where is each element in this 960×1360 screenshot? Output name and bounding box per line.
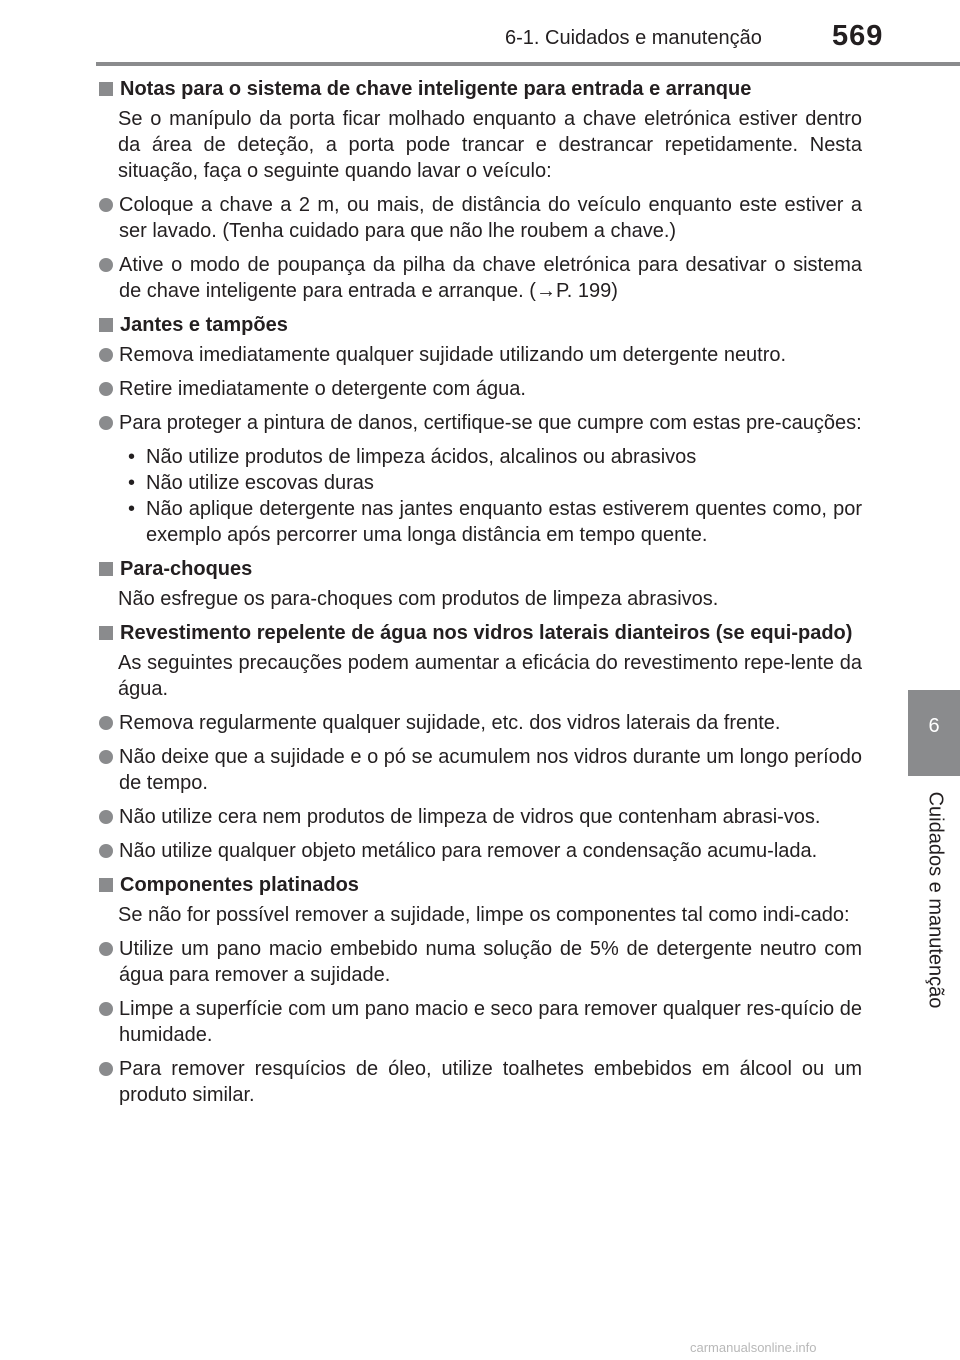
list-item: Para proteger a pintura de danos, certifique-se que cumpre com estas pre-cauções: [96, 410, 862, 436]
round-bullet-icon [99, 750, 113, 764]
header-divider [96, 62, 960, 66]
square-bullet-icon [99, 318, 113, 332]
round-bullet-icon [99, 416, 113, 430]
list-item: Coloque a chave a 2 m, ou mais, de distância do veículo enquanto este estiver a ser lavado. (Tenha cuidado para que não lhe roubem a chave.) [96, 192, 862, 244]
square-bullet-icon [99, 562, 113, 576]
section-paragraph: As seguintes precauções podem aumentar a eficácia do revestimento repe-lente da água. [118, 652, 862, 700]
round-bullet-icon [99, 258, 113, 272]
list-item: Utilize um pano macio embebido numa solução de 5% de detergente neutro com água para remover a sujidade. [96, 936, 862, 988]
sub-list-item: • Não utilize escovas duras [124, 470, 862, 496]
chapter-tab [908, 690, 960, 776]
round-bullet-icon [99, 716, 113, 730]
section-paragraph: Não esfregue os para-choques com produtos de limpeza abrasivos. [118, 588, 719, 610]
section-bumpers [96, 556, 862, 612]
section-paragraph: Se não for possível remover a sujidade, limpe os componentes tal como indi-cado: [118, 904, 850, 926]
square-bullet-icon [99, 82, 113, 96]
list-item: Não deixe que a sujidade e o pó se acumulem nos vidros durante um longo período de tempo. [96, 744, 862, 796]
list-item: Remova regularmente qualquer sujidade, etc. dos vidros laterais da frente. [96, 710, 862, 736]
square-bullet-icon [99, 626, 113, 640]
round-bullet-icon [99, 942, 113, 956]
round-bullet-icon [99, 1062, 113, 1076]
section-title: Notas para o sistema de chave inteligente para entrada e arranque [120, 78, 752, 100]
chapter-tab-label: Cuidados e manutenção [924, 791, 947, 1009]
small-dot-icon: • [128, 472, 136, 494]
round-bullet-icon [99, 348, 113, 362]
watermark: carmanualsonline.info [690, 1340, 817, 1355]
list-item: Não utilize qualquer objeto metálico para remover a condensação acumu-lada. [96, 838, 862, 864]
round-bullet-icon [99, 382, 113, 396]
section-water-repellent [96, 620, 862, 864]
page-number: 569 [832, 20, 884, 52]
section-title: Para-choques [120, 558, 253, 580]
round-bullet-icon [99, 810, 113, 824]
list-item: Ative o modo de poupança da pilha da chave eletrónica para desativar o sistema de chave inteligente para entrada e arranque. (→P. 199) [96, 252, 862, 304]
square-bullet-icon [99, 878, 113, 892]
list-item: Não utilize cera nem produtos de limpeza de vidros que contenham abrasi-vos. [96, 804, 862, 830]
section-paragraph: Se o manípulo da porta ficar molhado enquanto a chave eletrónica estiver dentro da área de deteção, a porta pode trancar e destrancar repetidamente. Nesta situação, faça o seguinte quando lavar o veículo: [118, 108, 862, 182]
section-plated-parts [96, 872, 862, 1108]
section-title: Jantes e tampões [120, 314, 288, 336]
header-title: 6-1. Cuidados e manutenção [505, 27, 762, 49]
list-item: Remova imediatamente qualquer sujidade utilizando um detergente neutro. [96, 342, 862, 368]
section-wheels [96, 312, 862, 548]
round-bullet-icon [99, 198, 113, 212]
round-bullet-icon [99, 844, 113, 858]
sub-list [124, 444, 862, 548]
list-item: Limpe a superfície com um pano macio e seco para remover qualquer res-quício de humidade. [96, 996, 862, 1048]
chapter-tab-number: 6 [928, 715, 940, 737]
page-content [96, 76, 862, 1116]
round-bullet-icon [99, 1002, 113, 1016]
section-smart-key [96, 76, 862, 304]
sub-list-item: • Não utilize produtos de limpeza ácidos, alcalinos ou abrasivos [124, 444, 862, 470]
section-title: Componentes platinados [120, 874, 359, 896]
small-dot-icon: • [128, 446, 136, 468]
list-item: Retire imediatamente o detergente com água. [96, 376, 862, 402]
sub-list-item: • Não aplique detergente nas jantes enquanto estas estiverem quentes como, por exemplo após percorrer uma longa distância em tempo quente. [124, 496, 862, 548]
small-dot-icon: • [128, 498, 136, 520]
list-item: Para remover resquícios de óleo, utilize toalhetes embebidos em álcool ou um produto similar. [96, 1056, 862, 1108]
section-title: Revestimento repelente de água nos vidros laterais dianteiros (se equi-pado) [120, 622, 853, 644]
